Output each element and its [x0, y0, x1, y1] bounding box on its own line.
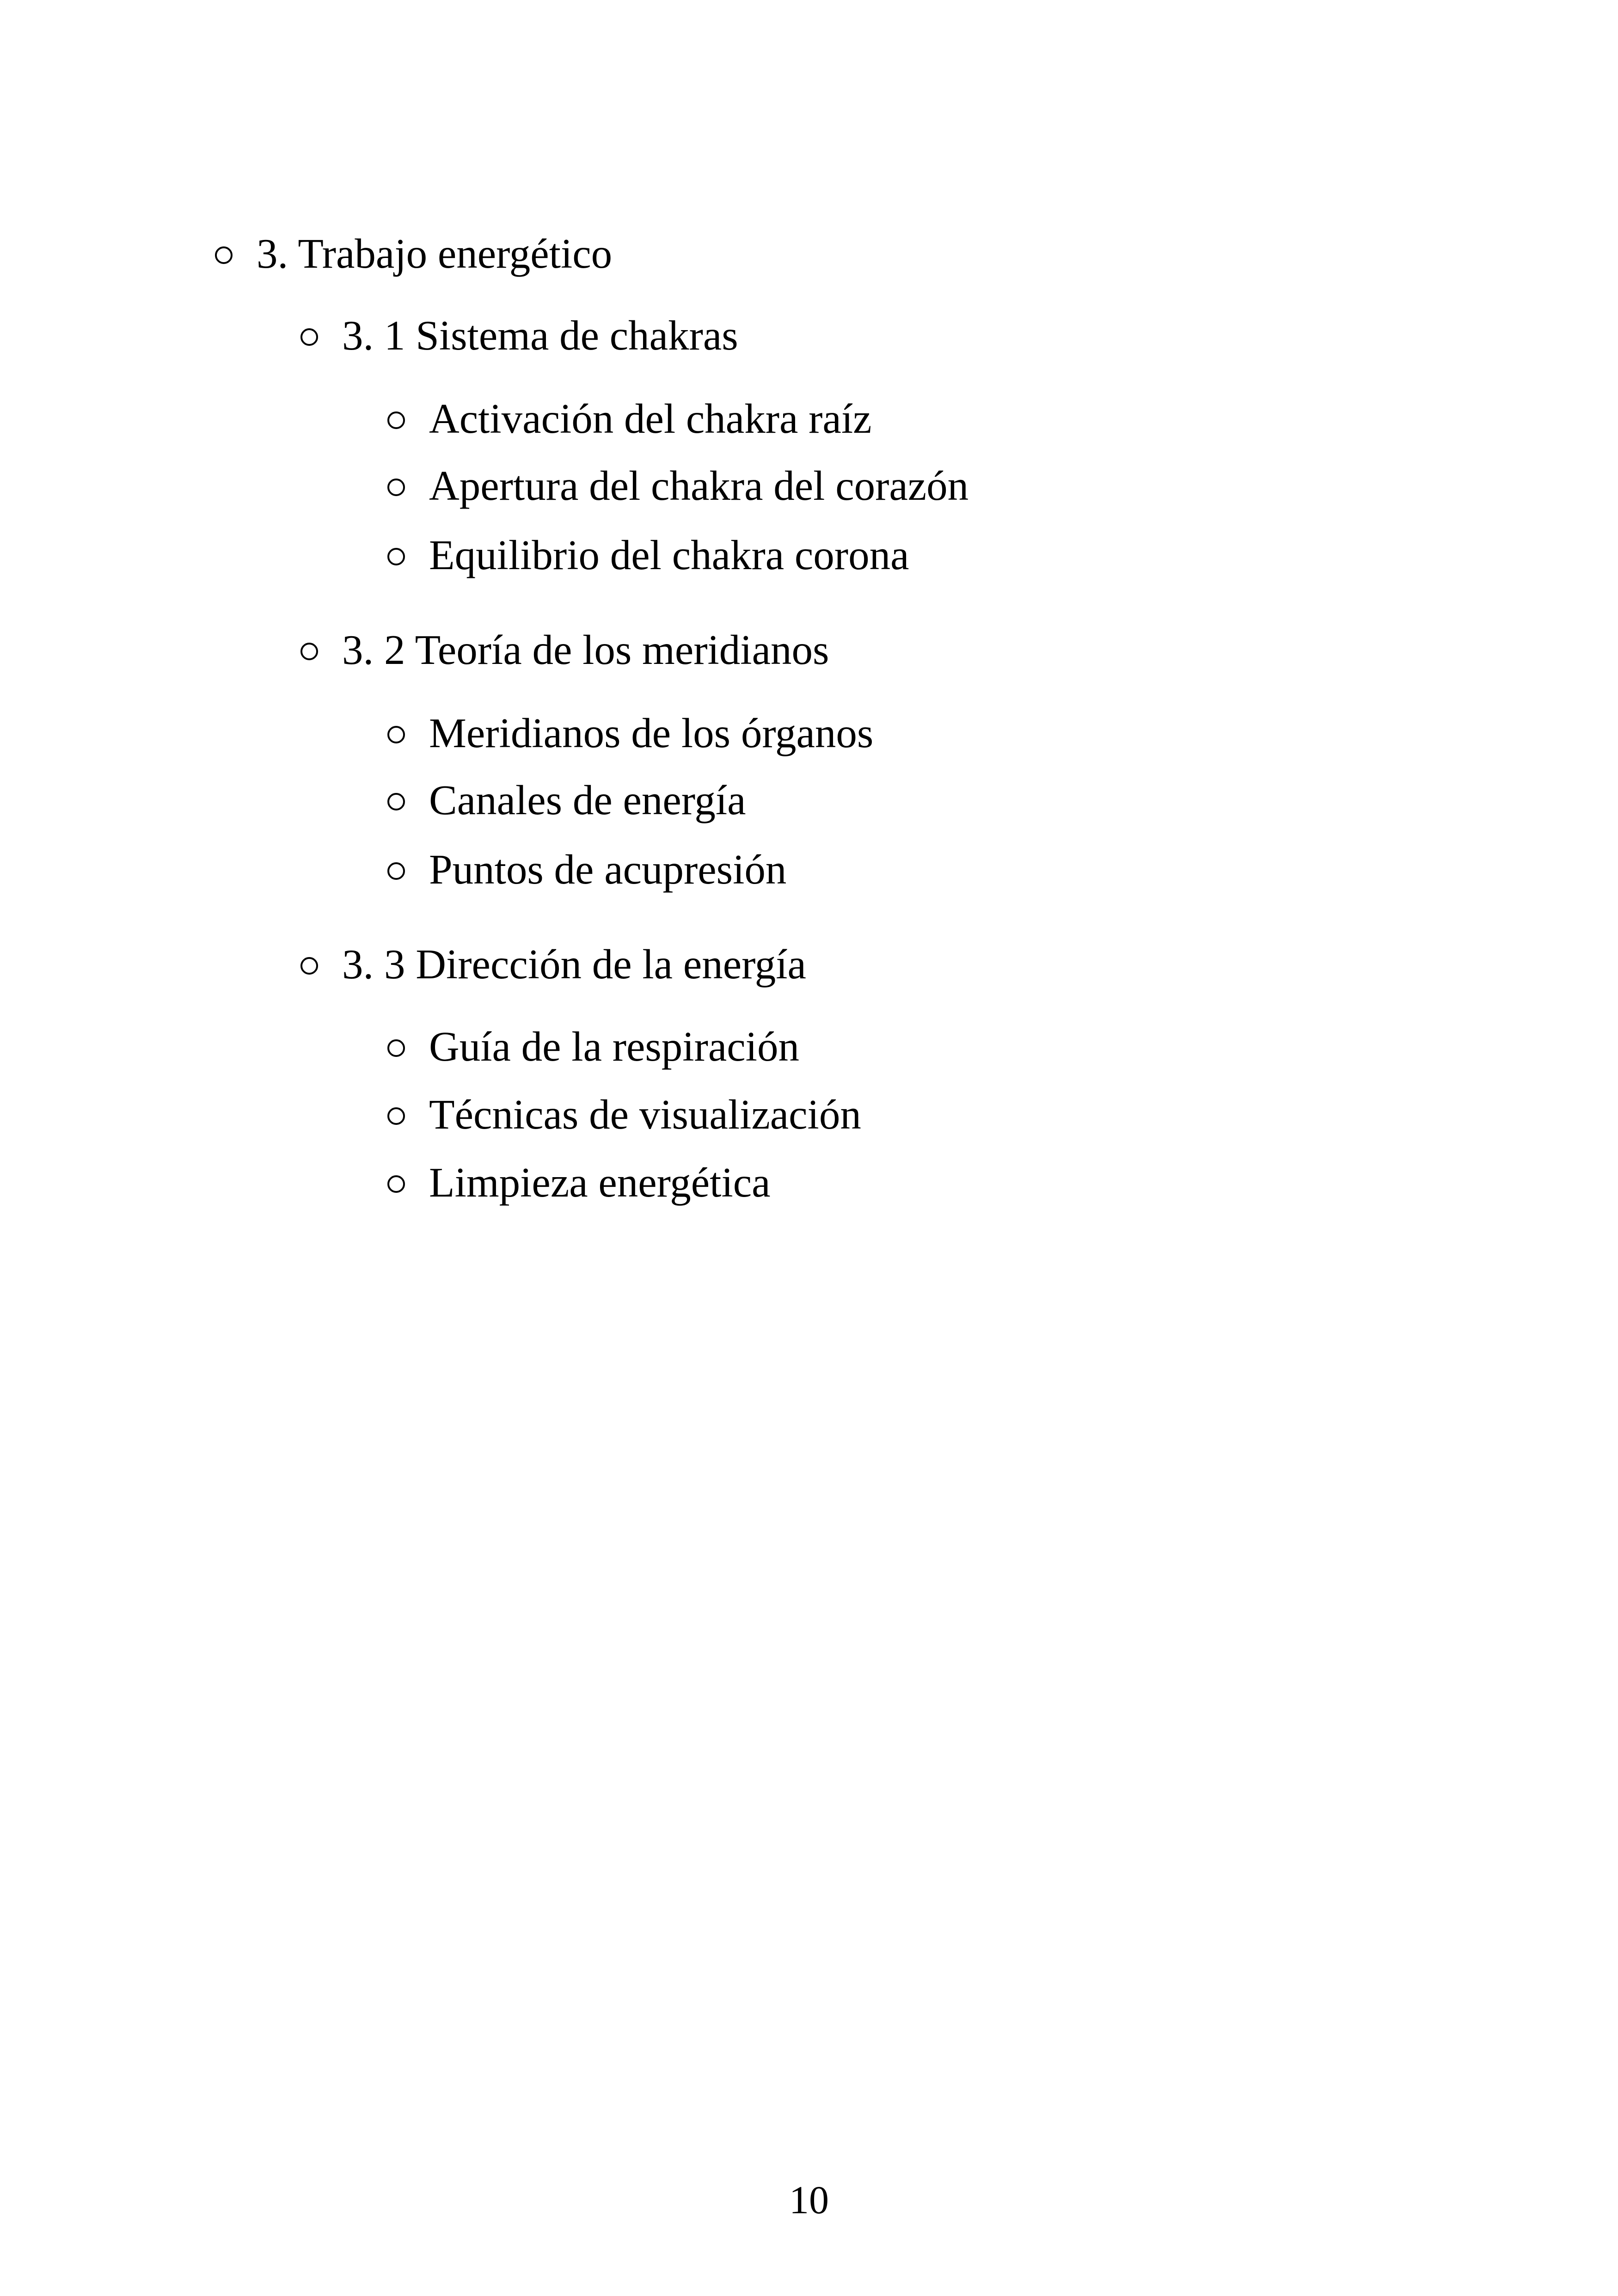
hollow-circle-bullet-icon [300, 643, 318, 660]
list-item [387, 846, 787, 893]
hollow-circle-bullet-icon [387, 411, 405, 429]
list-item [387, 534, 909, 576]
list-item [387, 395, 872, 442]
hollow-circle-bullet-icon [387, 862, 405, 880]
list-item-text: Equilibrio del chakra corona [429, 532, 909, 578]
list-item-text: Limpieza energética [429, 1159, 771, 1206]
page-number: 10 [789, 2178, 829, 2222]
section-heading-2 [300, 626, 829, 673]
list-item-text: Meridianos de los órganos [429, 710, 874, 756]
list-item-text: Puntos de acupresión [429, 846, 787, 893]
hollow-circle-bullet-icon [215, 246, 233, 264]
hollow-circle-bullet-icon [387, 548, 405, 565]
section-heading-text: 3. 2 Teoría de los meridianos [342, 626, 829, 673]
hollow-circle-bullet-icon [387, 479, 405, 496]
hollow-circle-bullet-icon [387, 1175, 405, 1193]
hollow-circle-bullet-icon [387, 1039, 405, 1057]
list-item [387, 462, 969, 509]
list-item-text: Activación del chakra raíz [429, 395, 872, 442]
list-item [387, 1093, 861, 1136]
section-heading-1 [300, 312, 738, 359]
list-item [387, 1025, 799, 1068]
list-item-text: Guía de la respiración [429, 1023, 799, 1070]
list-item [387, 779, 746, 821]
list-item [387, 1159, 771, 1206]
list-item [387, 712, 873, 754]
outline-heading [215, 230, 613, 277]
hollow-circle-bullet-icon [387, 793, 405, 810]
hollow-circle-bullet-icon [300, 957, 318, 975]
list-item-text: Canales de energía [429, 777, 746, 823]
hollow-circle-bullet-icon [387, 1107, 405, 1125]
section-heading-3 [300, 941, 806, 988]
section-heading-text: 3. 1 Sistema de chakras [342, 312, 738, 359]
hollow-circle-bullet-icon [300, 328, 318, 346]
list-item-text: Técnicas de visualización [429, 1091, 861, 1138]
hollow-circle-bullet-icon [387, 726, 405, 743]
section-heading-text: 3. 3 Dirección de la energía [342, 941, 806, 988]
outline-heading-text: 3. Trabajo energético [257, 230, 613, 277]
list-item-text: Apertura del chakra del corazón [429, 462, 969, 509]
